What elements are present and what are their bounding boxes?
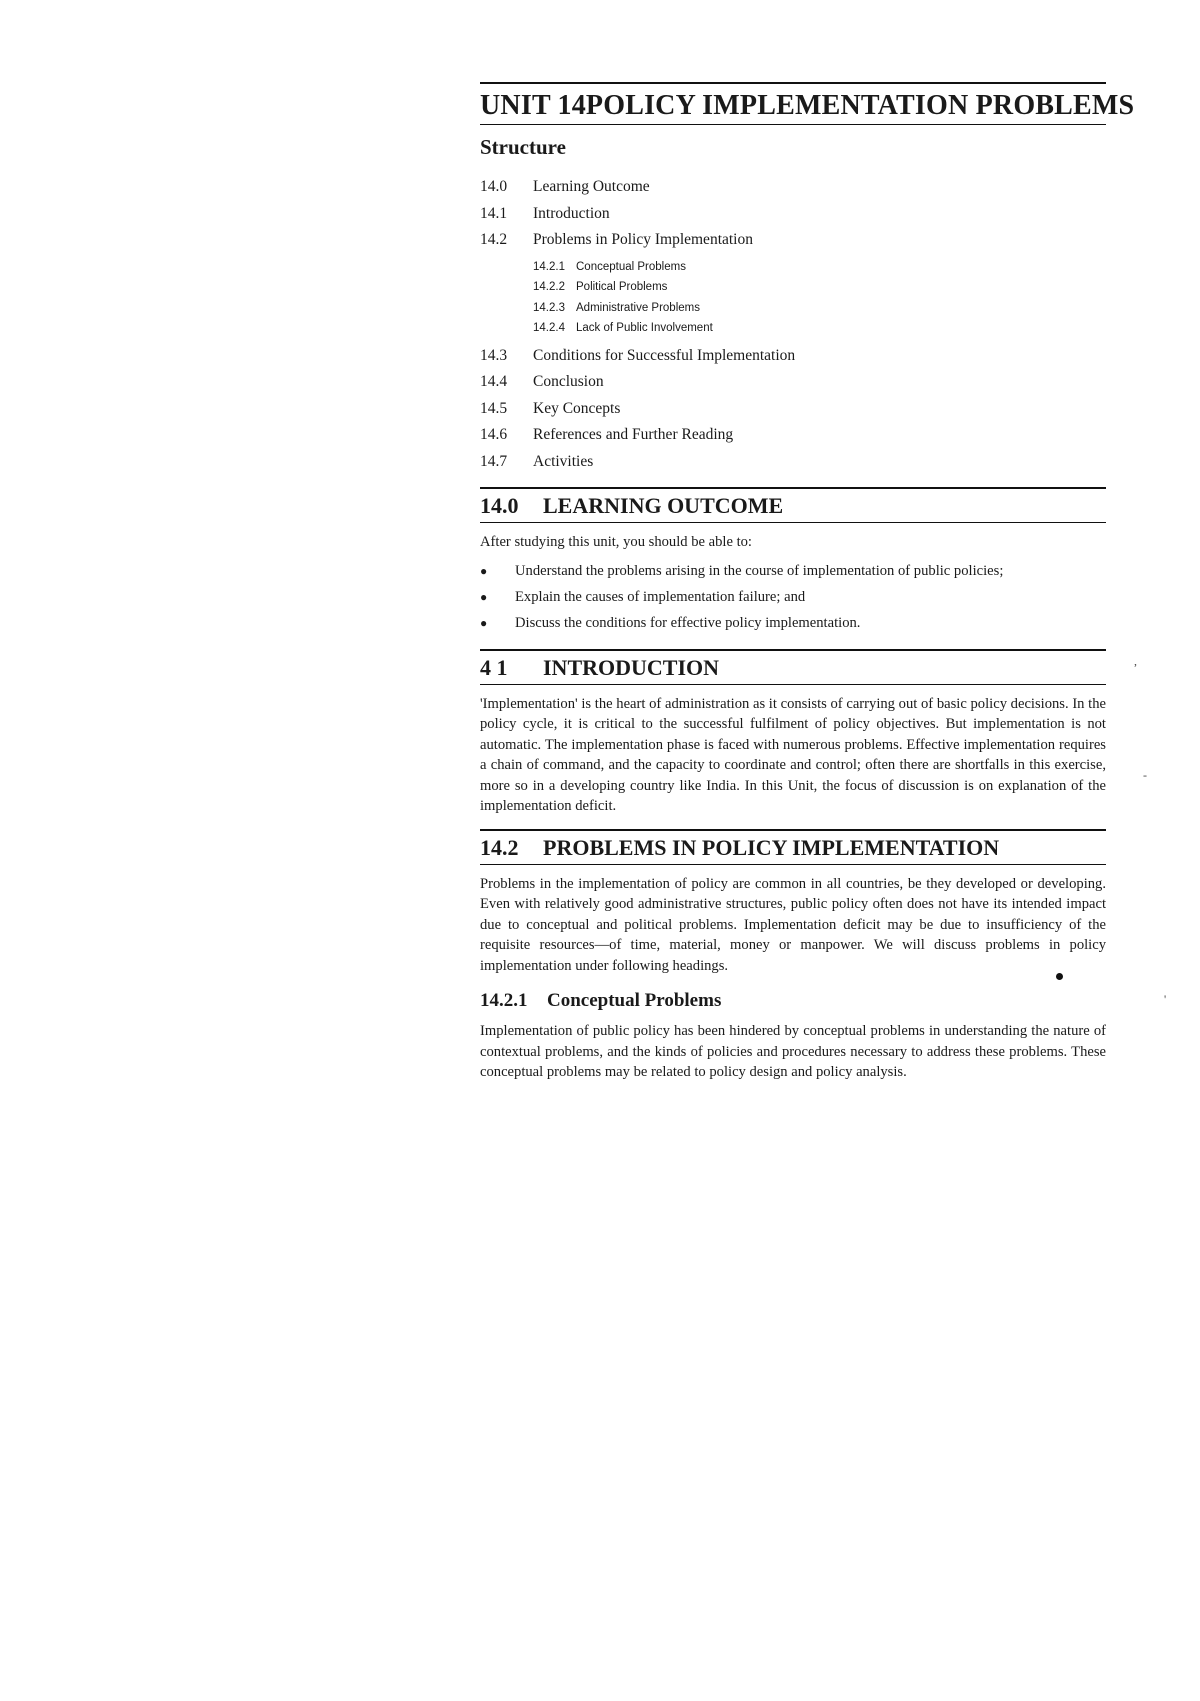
- learning-outcome-intro: After studying this unit, you should be able to:: [480, 534, 752, 550]
- bullet-icon: ●: [480, 616, 488, 630]
- section-learning-outcome: [480, 487, 1106, 637]
- toc-subitem-label: Conceptual Problems: [576, 260, 686, 273]
- structure-heading: Structure: [480, 135, 566, 159]
- scan-dot: [1056, 973, 1063, 980]
- toc-subitem: [533, 318, 1106, 339]
- toc-item-label: References and Further Reading: [533, 426, 734, 444]
- conceptual-paragraph: Implementation of public policy has been hindered by conceptual problems in understanding the nature of contextual problems, and the kinds of policies and procedures necessary to address these problems. These conceptual problems may be related to policy design and policy analysis.: [480, 1023, 1106, 1080]
- unit-header-rule: [480, 124, 1106, 125]
- toc-subitem-number: 14.2.4: [533, 322, 565, 335]
- unit-title: POLICY IMPLEMENTATION PROBLEMS: [585, 90, 1135, 121]
- scan-mark: -: [1143, 768, 1147, 782]
- section-rule: [480, 522, 1106, 523]
- subsection-title: Conceptual Problems: [547, 990, 722, 1011]
- unit-header: [480, 84, 1135, 124]
- toc-item: [480, 174, 1106, 201]
- toc-item: [480, 422, 1106, 449]
- toc-item-label: Activities: [533, 452, 594, 470]
- subsection-heading: [480, 990, 1106, 1012]
- list-item-text: Explain the causes of implementation failure; and: [515, 589, 806, 605]
- problems-paragraph: Problems in the implementation of policy are common in all countries, be they developed or developing. Even with relatively good administrative structures, public policy often does not have its intended impact due to conceptual and political problems. Implementation deficit may be due to insufficiency of the requisite resources—of time, material, money or manpower. We will discuss problems in policy implementation under following headings.: [480, 875, 1106, 974]
- list-item: [480, 559, 1106, 585]
- section-heading: [480, 489, 1106, 522]
- toc-item-label: Conditions for Successful Implementation: [533, 346, 796, 364]
- toc-item-number: 14.4: [480, 373, 508, 391]
- toc-item-number: 14.2: [480, 231, 508, 249]
- toc-item: [480, 449, 1106, 476]
- section-number: 14.2: [480, 834, 519, 860]
- subsection-number: 14.2.1: [480, 990, 528, 1011]
- toc-subitem-label: Political Problems: [576, 281, 668, 294]
- scan-mark: ,: [1134, 654, 1137, 668]
- section-heading: [480, 651, 1106, 684]
- toc-item: [480, 201, 1106, 228]
- toc-subitem-label: Lack of Public Involvement: [576, 322, 713, 335]
- toc-item-number: 14.7: [480, 452, 508, 470]
- toc-item-label: Conclusion: [533, 373, 604, 391]
- bullet-icon: ●: [480, 590, 488, 604]
- list-item: [480, 611, 1106, 637]
- toc-subitem-label: Administrative Problems: [576, 301, 700, 314]
- toc-item-label: Problems in Policy Implementation: [533, 231, 753, 249]
- list-item: [480, 585, 1106, 611]
- section-heading: [480, 831, 1106, 864]
- section-title: PROBLEMS IN POLICY IMPLEMENTATION: [543, 834, 1000, 860]
- introduction-paragraph: 'Implementation' is the heart of administration as it consists of carrying out of basic policy decisions. In the policy cycle, it is critical to the successful fulfilment of policy objectives. But implementation is not automatic. The implementation phase is faced with numerous problems. Effective implementation requires a chain of command, and the capacity to coordinate and control; often there are shortfalls in this exercise, more so in a developing country like India. In this Unit, the focus of discussion is on explanation of the implementation deficit.: [480, 695, 1106, 814]
- section-number: 14.0: [480, 493, 519, 518]
- toc-item-number: 14.1: [480, 204, 508, 222]
- section-number: 4 1: [480, 654, 508, 680]
- toc-subitem-number: 14.2.3: [533, 301, 565, 314]
- toc-subitem-number: 14.2.1: [533, 260, 565, 273]
- section-rule: [480, 864, 1106, 865]
- section-introduction: [480, 649, 1106, 817]
- toc-item: [480, 369, 1106, 396]
- scan-mark: ': [1164, 992, 1167, 1006]
- toc-item-label: Introduction: [533, 204, 610, 222]
- section-problems: [480, 829, 1106, 977]
- section-title: INTRODUCTION: [543, 654, 720, 680]
- toc-item-number: 14.5: [480, 399, 508, 417]
- bullet-icon: ●: [480, 564, 488, 578]
- toc-item-label: Learning Outcome: [533, 178, 650, 196]
- toc-item-label: Key Concepts: [533, 399, 621, 417]
- toc-subitem-number: 14.2.2: [533, 281, 565, 294]
- list-item-text: Understand the problems arising in the course of implementation of public policies;: [515, 563, 1004, 579]
- toc-subitem: [533, 277, 1106, 298]
- section-rule: [480, 684, 1106, 685]
- toc-item-number: 14.0: [480, 178, 508, 196]
- toc-subitem: [533, 257, 1106, 278]
- learning-outcome-list: [480, 559, 1106, 637]
- section-title: LEARNING OUTCOME: [543, 493, 784, 518]
- toc-subitem: [533, 298, 1106, 319]
- table-of-contents: [480, 174, 1106, 475]
- toc-subitems: [480, 257, 1106, 339]
- unit-number: UNIT 14: [480, 90, 586, 121]
- toc-item: [480, 396, 1106, 423]
- list-item-text: Discuss the conditions for effective policy implementation.: [515, 615, 861, 631]
- toc-item-number: 14.3: [480, 346, 508, 364]
- document-page: [480, 82, 1135, 1083]
- toc-item: [480, 343, 1106, 370]
- toc-item: [480, 227, 1106, 254]
- toc-item-number: 14.6: [480, 426, 508, 444]
